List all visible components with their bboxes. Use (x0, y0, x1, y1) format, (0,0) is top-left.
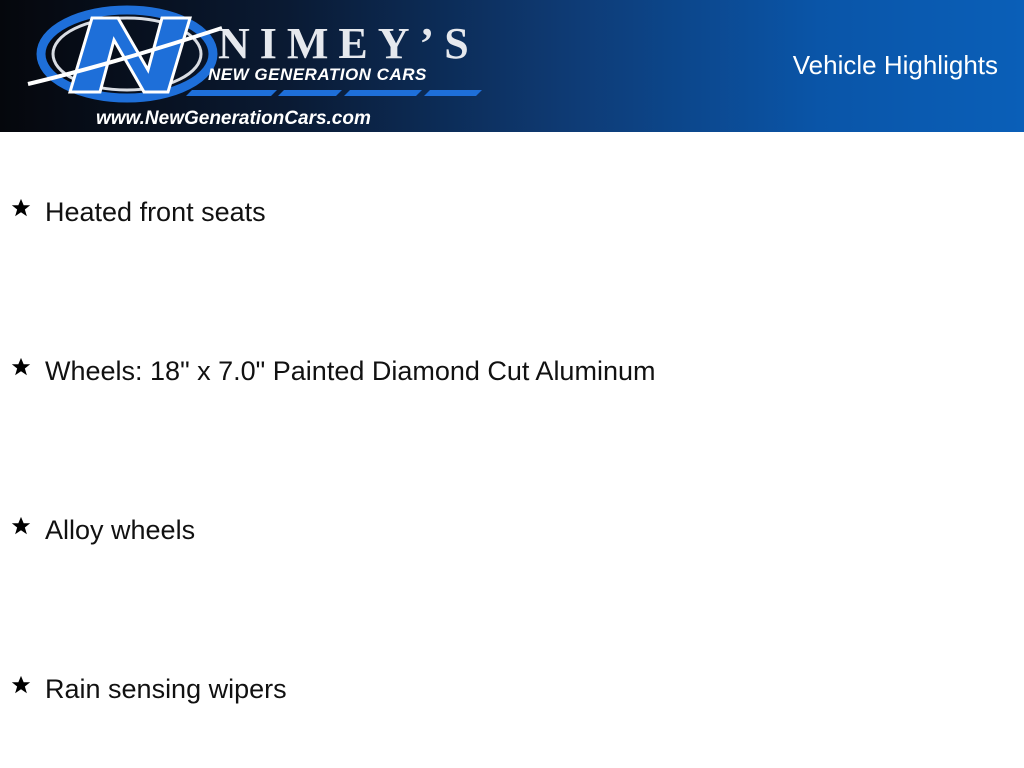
logo-stripes (186, 90, 482, 96)
vehicle-highlights-list (0, 132, 1024, 768)
list-item (10, 351, 655, 391)
logo-website-text: www.NewGenerationCars.com (96, 108, 371, 129)
list-item (10, 669, 287, 709)
list-item (10, 510, 195, 550)
logo-brand-text: NIMEY’S (218, 19, 479, 68)
nimeys-logo (22, 4, 502, 130)
highlight-label: Heated front seats (45, 196, 266, 227)
logo-tagline-text: NEW GENERATION CARS (208, 65, 427, 84)
highlight-label: Wheels: 18" x 7.0" Painted Diamond Cut Aluminum (45, 355, 656, 386)
header-banner (0, 0, 1024, 132)
highlight-label: Rain sensing wipers (45, 673, 287, 704)
star-icon (10, 356, 32, 378)
n-swoosh-icon (28, 10, 222, 98)
star-icon (10, 674, 32, 696)
highlight-label: Alloy wheels (45, 514, 196, 545)
star-icon (10, 197, 32, 219)
star-icon (10, 515, 32, 537)
list-item (10, 192, 266, 232)
page-title: Vehicle Highlights (792, 50, 998, 80)
